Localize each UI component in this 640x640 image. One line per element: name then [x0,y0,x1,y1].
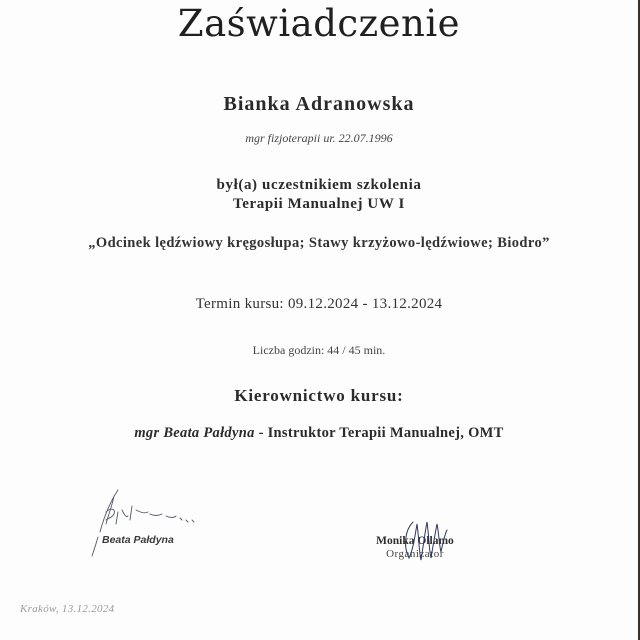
signature-right [355,510,480,570]
leader-name: mgr Beata Pałdyna [134,425,255,441]
recipient-name: Bianka Adranowska [223,93,415,115]
leadership-heading: Kierownictwo kursu: [234,386,404,405]
signature-left [88,482,228,557]
participation-line: był(a) uczestnikiem szkolenia [216,177,422,193]
course-term: Termin kursu: 09.12.2024 - 13.12.2024 [195,296,443,312]
course-hours: Liczba godzin: 44 / 45 min. [252,343,386,357]
signature-left-name: Beata Pałdyna [102,534,174,546]
leader-title: - Instruktor Terapii Manualnej, OMT [254,425,504,441]
course-topic: „Odcinek lędźwiowy kręgosłupa; Stawy krzyżowo-lędźwiowe; Biodro” [88,235,550,251]
place-and-date: Kraków, 13.12.2024 [20,603,115,615]
signature-right-role: Organizator [386,548,444,560]
handwritten-signature-icon [355,510,480,570]
signature-right-name: Monika Ollamo [376,535,454,547]
recipient-details: mgr fizjoterapii ur. 22.07.1996 [245,131,393,145]
course-leader [0,425,638,442]
course-name: Terapii Manualnej UW I [233,196,405,212]
certificate-title: Zaświadczenie [177,2,461,45]
